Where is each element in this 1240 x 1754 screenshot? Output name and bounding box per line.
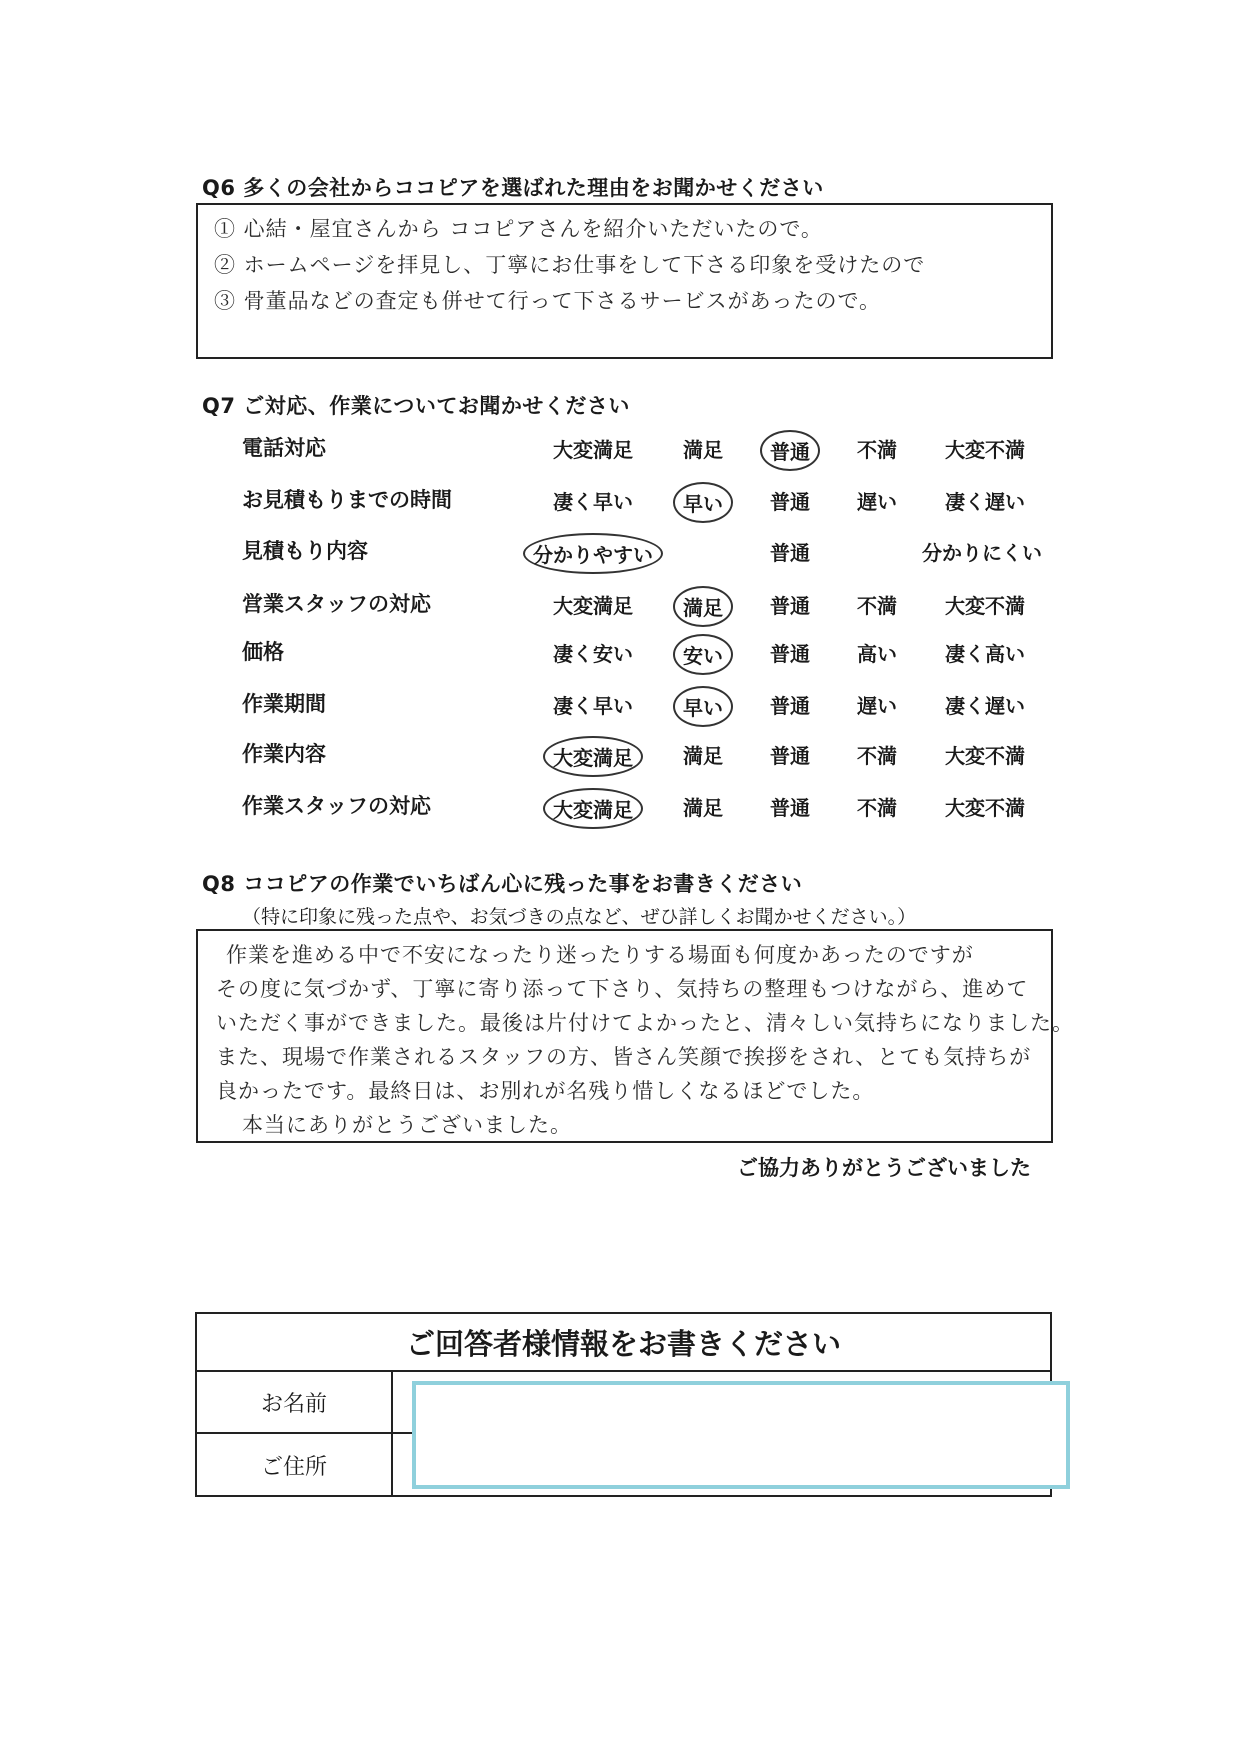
redaction-box [412,1381,1070,1489]
q8-answer-line: いただく事ができました。最後は片付けてよかったと、清々しい気持ちになりました。 [216,1011,1074,1035]
q7-option[interactable]: 不満 [857,594,897,618]
q7-option[interactable]: 大変満足 [553,594,633,618]
q7-option-selected[interactable]: 早い [673,482,733,523]
name-label: お名前 [197,1372,393,1432]
q7-row-label: お見積もりまでの時間 [242,488,452,512]
q7-row-label: 価格 [242,640,284,664]
q7-option[interactable]: 凄く早い [553,490,633,514]
q7-option[interactable]: 大変不満 [945,438,1025,462]
q8-answer-line: 良かったです。最終日は、お別れが名残り惜しくなるほどでした。 [216,1079,875,1103]
q7-option[interactable]: 普通 [770,594,810,618]
q8-title: Q8 ココピアの作業でいちばん心に残った事をお書きください [202,872,803,896]
q6-answer-line: ③ 骨董品などの査定も併せて行って下さるサービスがあったので。 [214,289,882,313]
q7-option[interactable]: 普通 [770,541,810,565]
q7-option[interactable]: 満足 [683,796,723,820]
q7-option-selected[interactable]: 分かりやすい [523,533,663,574]
q7-option[interactable]: 普通 [770,490,810,514]
thanks-message: ご協力ありがとうございました [737,1156,1031,1180]
q8-answer-line: 本当にありがとうございました。 [242,1113,572,1137]
q7-row-label: 作業内容 [242,742,326,766]
q7-option[interactable]: 不満 [857,438,897,462]
q7-option-selected[interactable]: 大変満足 [543,788,643,829]
q7-option[interactable]: 凄く遅い [945,490,1025,514]
q7-option-selected[interactable]: 早い [673,686,733,727]
q6-answer-box [196,203,1053,359]
q7-option[interactable]: 大変不満 [945,744,1025,768]
q7-option[interactable]: 大変不満 [945,594,1025,618]
q7-option[interactable]: 凄く早い [553,694,633,718]
q7-option[interactable]: 大変不満 [945,796,1025,820]
q7-row-label: 見積もり内容 [242,539,368,563]
q8-answer-line: その度に気づかず、丁寧に寄り添って下さり、気持ちの整理もつけながら、進めて [216,977,1029,1001]
q7-option[interactable]: 凄く遅い [945,694,1025,718]
q8-answer-line: また、現場で作業されるスタッフの方、皆さん笑顔で挨拶をされ、とても気持ちが [216,1045,1032,1069]
q7-option[interactable]: 不満 [857,744,897,768]
q7-option[interactable]: 満足 [683,744,723,768]
q7-option-selected[interactable]: 満足 [673,586,733,627]
q7-option-selected[interactable]: 大変満足 [543,736,643,777]
q7-option[interactable]: 普通 [770,796,810,820]
q7-option[interactable]: 遅い [857,694,897,718]
q7-option-selected[interactable]: 安い [673,634,733,675]
q7-option[interactable]: 高い [857,642,897,666]
q7-option[interactable]: 普通 [770,694,810,718]
respondent-info-title: ご回答者様情報をお書きください [197,1314,1050,1372]
q7-row-label: 電話対応 [242,436,326,460]
q7-row-label: 作業期間 [242,692,326,716]
q7-option[interactable]: 普通 [770,744,810,768]
q8-answer-line: 作業を進める中で不安になったり迷ったりする場面も何度かあったのですが [226,943,974,967]
q7-option[interactable]: 満足 [683,438,723,462]
q7-option[interactable]: 大変満足 [553,438,633,462]
q7-option[interactable]: 遅い [857,490,897,514]
q8-answer-box [196,929,1074,1143]
q7-option[interactable]: 不満 [857,796,897,820]
q8-subtitle: （特に印象に残った点や、お気づきの点など、ぜひ詳しくお聞かせください。） [242,906,917,928]
q7-row-label: 作業スタッフの対応 [242,794,431,818]
q6-answer-line: ① 心結・屋宜さんから ココピアさんを紹介いただいたので。 [214,217,823,241]
q7-option[interactable]: 凄く高い [945,642,1025,666]
q7-row-label: 営業スタッフの対応 [242,592,431,616]
q7-option-selected[interactable]: 普通 [760,430,820,471]
q7-option[interactable]: 普通 [770,642,810,666]
address-label: ご住所 [197,1434,393,1496]
q6-title: Q6 多くの会社からココピアを選ばれた理由をお聞かせください [202,176,824,200]
q7-option[interactable]: 凄く安い [553,642,633,666]
q7-title: Q7 ご対応、作業についてお聞かせください [202,394,630,418]
q7-option[interactable]: 分かりにくい [922,541,1042,565]
q6-answer-line: ② ホームページを拝見し、丁寧にお仕事をして下さる印象を受けたので [214,253,926,277]
